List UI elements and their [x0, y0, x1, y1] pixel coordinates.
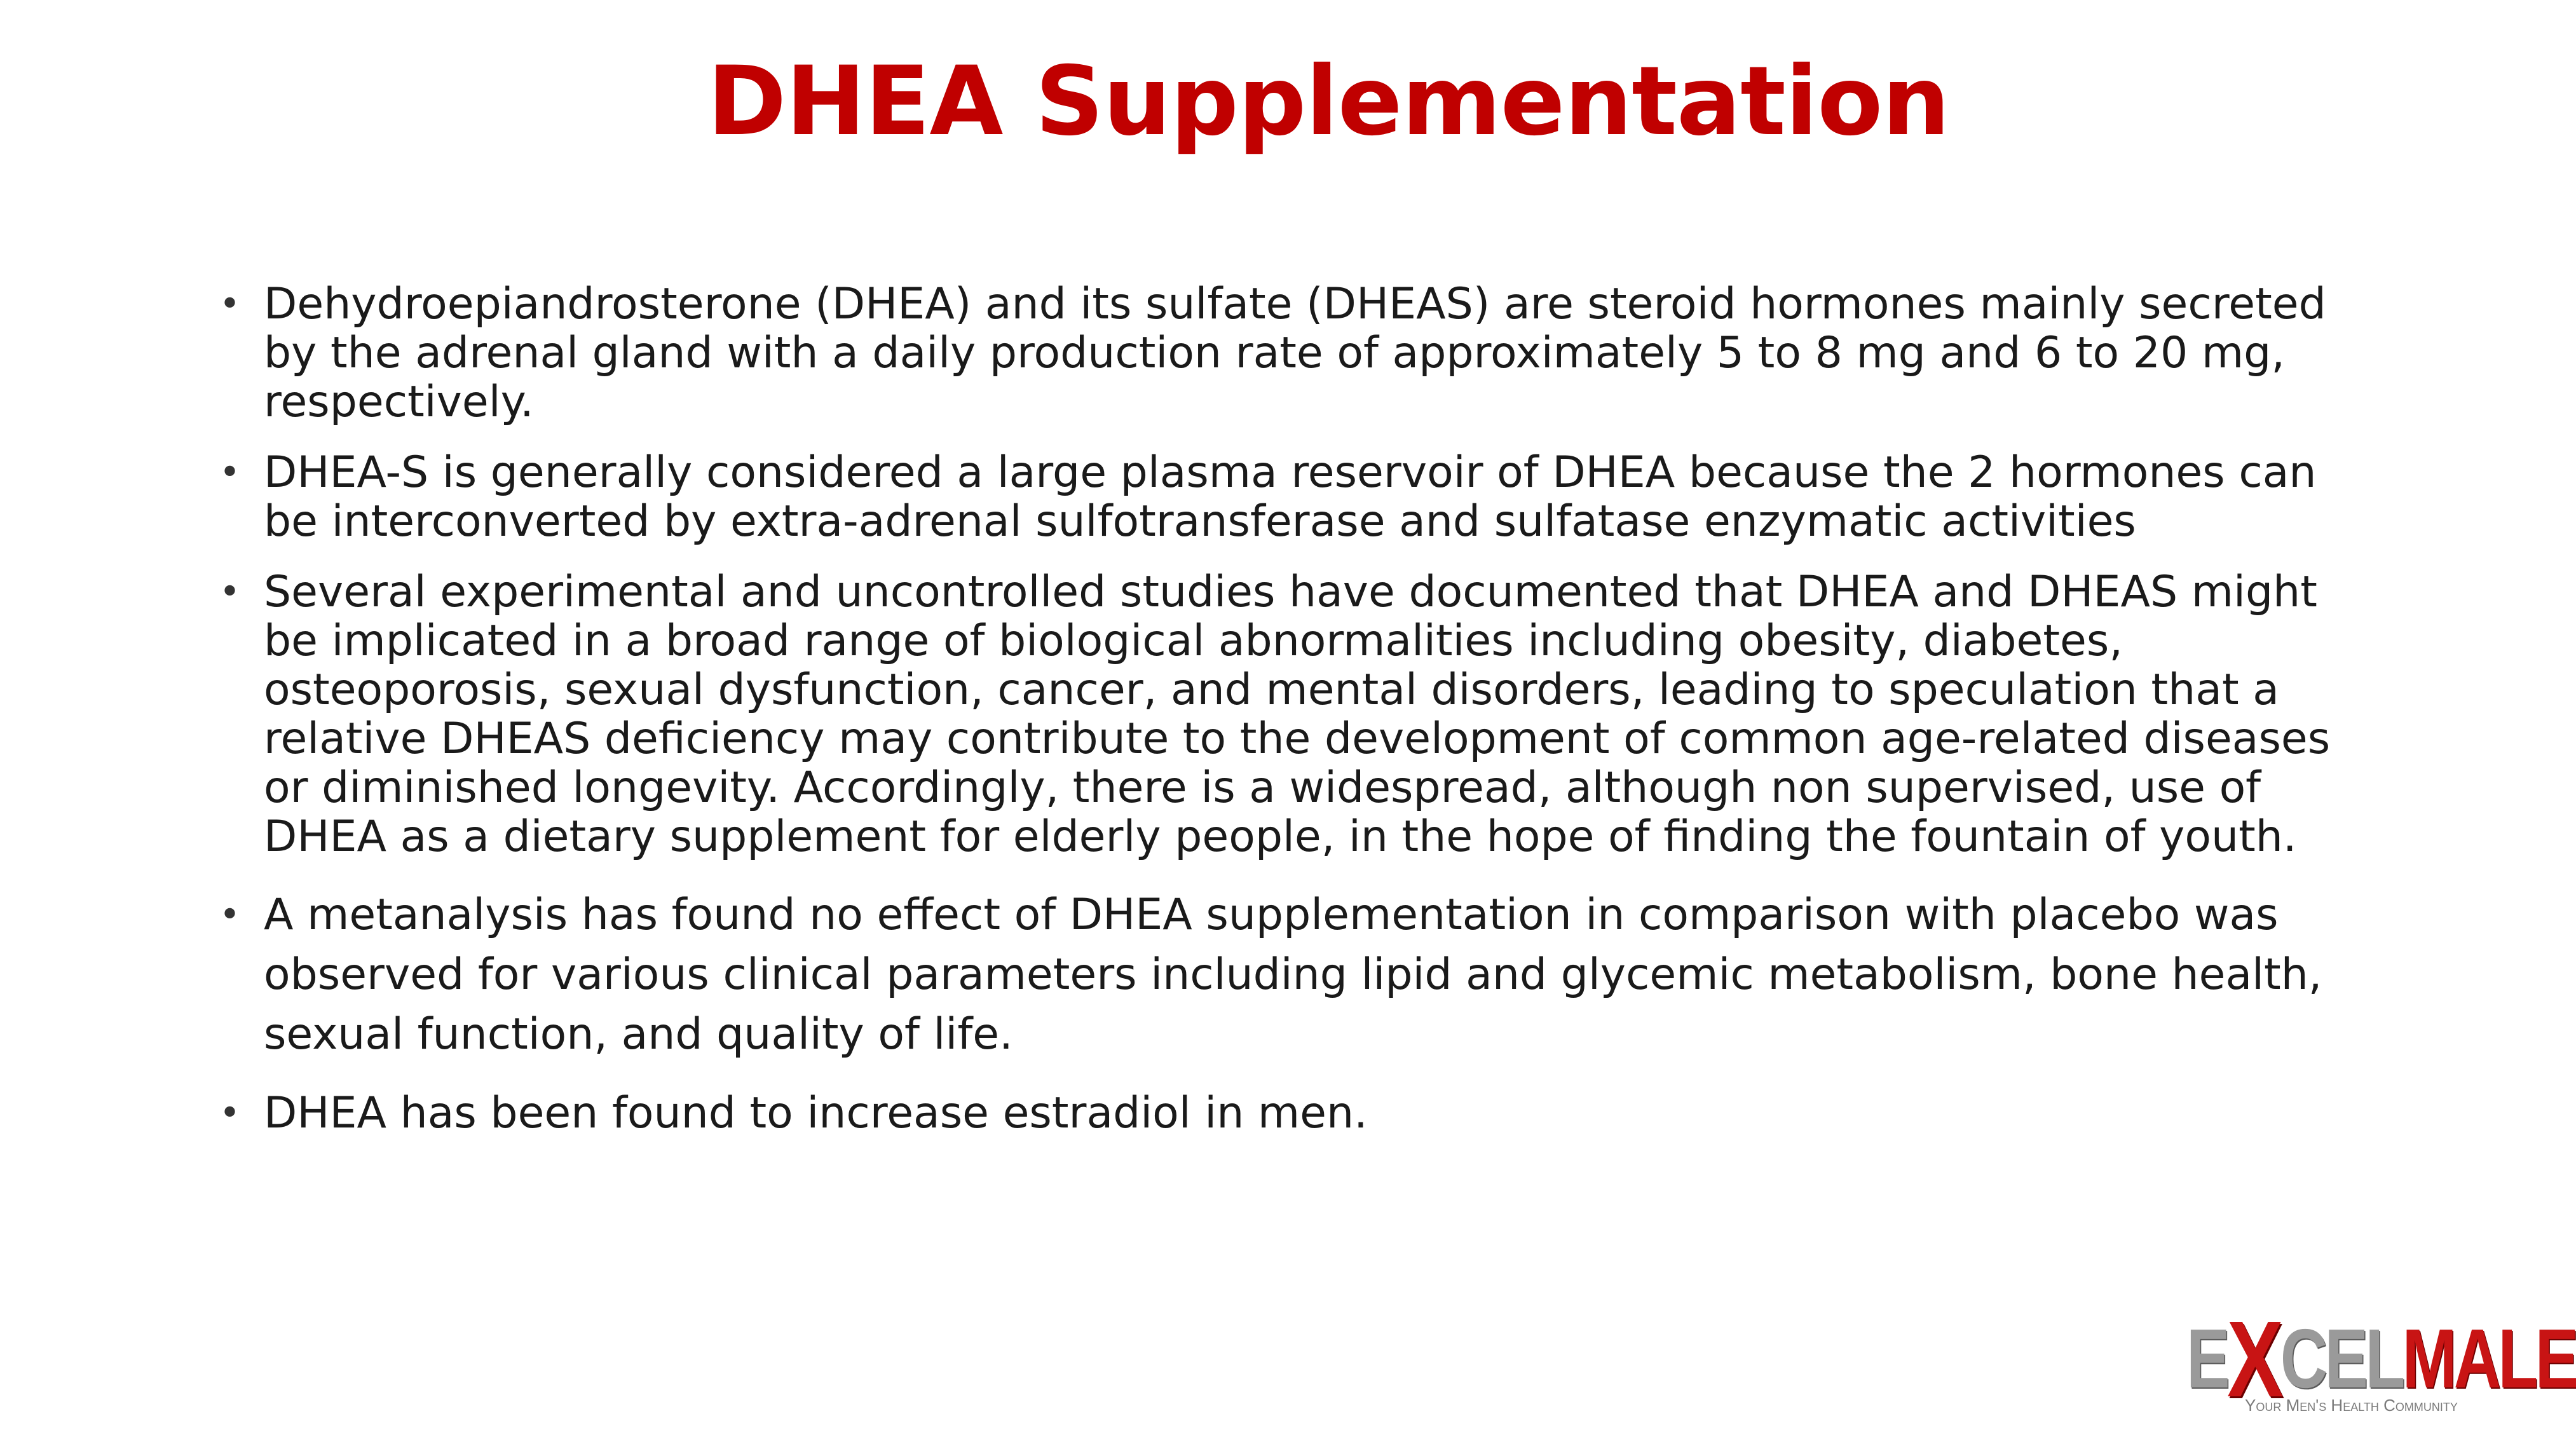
excelmale-logo: [2186, 1299, 2576, 1424]
logo-text-male: MALE: [2402, 1312, 2576, 1405]
bullet-item: • Several experimental and uncontrolled studies have documented that DHEA and DHEAS might be implicated in a broad range of biological abnormalities including obesity, diabetes, osteoporosis, sexual dysfunction, cancer, and mental disorders, leading to speculation that a relative DHEAS deficiency may contribute to the development of common age-related diseases or diminished longevity. Accordingly, there is a widespread, although non supervised, use of DHEA as a dietary supplement for elderly people, in the hope of finding the fountain of youth.: [219, 568, 2380, 861]
bullet-item: • DHEA-S is generally considered a large plasma reservoir of DHEA because the 2 hormones can be interconverted by extra-adrenal sulfotransferase and sulfatase enzymatic activities: [219, 448, 2380, 546]
slide-title: DHEA Supplementation: [707, 46, 1950, 157]
logo-wordmark: [2186, 1299, 2576, 1420]
logo-letter-e: E: [2186, 1312, 2227, 1405]
bullet-item: • A metanalysis has found no effect of DHEA supplementation in comparison with placebo was observed for various clinical parameters including lipid and glycemic metabolism, bone health, sexual function, and quality of life.: [219, 885, 2380, 1065]
logo-letter-x: X: [2226, 1299, 2280, 1420]
logo-tagline: Your Men's Health Community: [2245, 1396, 2458, 1415]
bullet-list: [219, 280, 2380, 1143]
bullet-item: • DHEA has been found to increase estradiol in men.: [219, 1084, 2380, 1143]
bullet-item: • Dehydroepiandrosterone (DHEA) and its sulfate (DHEAS) are steroid hormones mainly secreted by the adrenal gland with a daily production rate of approximately 5 to 8 mg and 6 to 20 mg, respectively.: [219, 280, 2380, 426]
logo-text-cel: CEL: [2280, 1312, 2402, 1405]
